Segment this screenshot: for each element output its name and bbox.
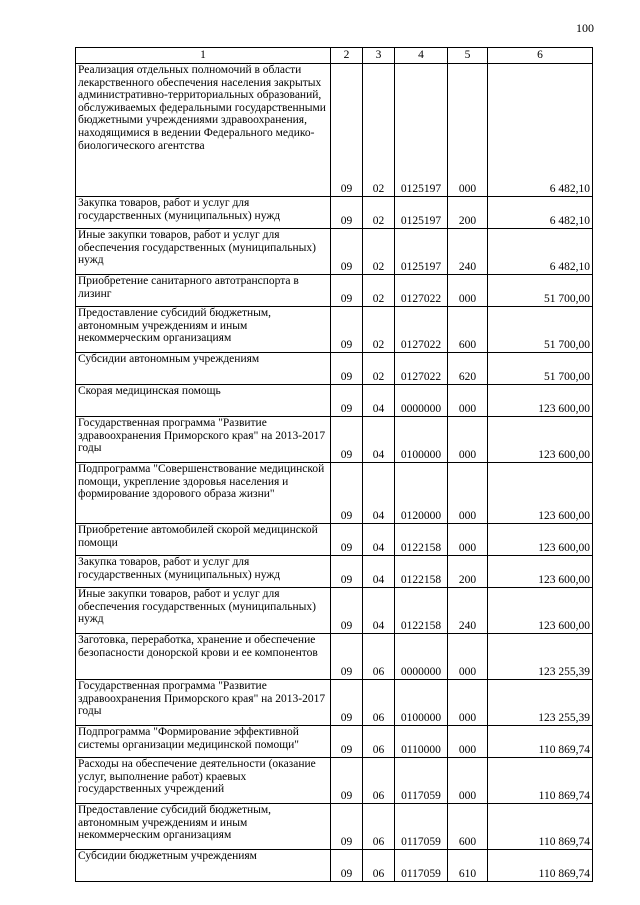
subsection-cell: 04 bbox=[363, 417, 395, 463]
expense-type-cell: 000 bbox=[448, 64, 488, 197]
subsection-cell: 06 bbox=[363, 680, 395, 726]
column-header: 4 bbox=[395, 48, 448, 64]
expense-type-cell: 600 bbox=[448, 804, 488, 850]
row-name-cell: Государственная программа "Развитие здравоохранения Приморского края" на 2013-2017 годы bbox=[76, 680, 331, 726]
target-article-cell: 0100000 bbox=[395, 417, 448, 463]
amount-cell: 123 600,00 bbox=[488, 588, 593, 634]
target-article-cell: 0117059 bbox=[395, 804, 448, 850]
target-article-cell: 0127022 bbox=[395, 275, 448, 307]
section-cell: 09 bbox=[331, 634, 363, 680]
target-article-cell: 0127022 bbox=[395, 307, 448, 353]
row-name-cell: Реализация отдельных полномочий в области лекарственного обеспечения населения закрытых административно-территориальных образований, обслуживаемых федеральными государственными бюджетными учреждениями здравоохранения, находящимися в ведении Федерального медико-биологического агентства bbox=[76, 64, 331, 197]
expense-type-cell: 000 bbox=[448, 463, 488, 524]
target-article-cell: 0125197 bbox=[395, 197, 448, 229]
amount-cell: 6 482,10 bbox=[488, 64, 593, 197]
subsection-cell: 04 bbox=[363, 524, 395, 556]
amount-cell: 6 482,10 bbox=[488, 197, 593, 229]
subsection-cell: 02 bbox=[363, 353, 395, 385]
table-row bbox=[76, 556, 593, 588]
table-row bbox=[76, 588, 593, 634]
expense-type-cell: 200 bbox=[448, 197, 488, 229]
table-row bbox=[76, 634, 593, 680]
subsection-cell: 06 bbox=[363, 726, 395, 758]
section-cell: 09 bbox=[331, 524, 363, 556]
amount-cell: 110 869,74 bbox=[488, 758, 593, 804]
row-name-cell: Расходы на обеспечение деятельности (оказание услуг, выполнение работ) краевых государственных учреждений bbox=[76, 758, 331, 804]
subsection-cell: 02 bbox=[363, 275, 395, 307]
table-row bbox=[76, 64, 593, 197]
row-name-cell: Подпрограмма "Совершенствование медицинской помощи, укрепление здоровья населения и формирование здорового образа жизни" bbox=[76, 463, 331, 524]
expense-type-cell: 000 bbox=[448, 680, 488, 726]
amount-cell: 51 700,00 bbox=[488, 275, 593, 307]
table-row bbox=[76, 353, 593, 385]
budget-table bbox=[75, 47, 593, 882]
amount-cell: 123 255,39 bbox=[488, 634, 593, 680]
section-cell: 09 bbox=[331, 229, 363, 275]
expense-type-cell: 600 bbox=[448, 307, 488, 353]
amount-cell: 123 600,00 bbox=[488, 524, 593, 556]
subsection-cell: 02 bbox=[363, 307, 395, 353]
section-cell: 09 bbox=[331, 804, 363, 850]
target-article-cell: 0127022 bbox=[395, 353, 448, 385]
table-row bbox=[76, 385, 593, 417]
target-article-cell: 0000000 bbox=[395, 634, 448, 680]
amount-cell: 110 869,74 bbox=[488, 726, 593, 758]
section-cell: 09 bbox=[331, 275, 363, 307]
section-cell: 09 bbox=[331, 758, 363, 804]
subsection-cell: 02 bbox=[363, 197, 395, 229]
table-row bbox=[76, 197, 593, 229]
expense-type-cell: 000 bbox=[448, 385, 488, 417]
page-number: 100 bbox=[576, 21, 594, 35]
section-cell: 09 bbox=[331, 417, 363, 463]
section-cell: 09 bbox=[331, 197, 363, 229]
expense-type-cell: 620 bbox=[448, 353, 488, 385]
table-row bbox=[76, 417, 593, 463]
table-row bbox=[76, 229, 593, 275]
section-cell: 09 bbox=[331, 680, 363, 726]
target-article-cell: 0122158 bbox=[395, 556, 448, 588]
subsection-cell: 06 bbox=[363, 758, 395, 804]
row-name-cell: Закупка товаров, работ и услуг для государственных (муниципальных) нужд bbox=[76, 556, 331, 588]
row-name-cell: Субсидии автономным учреждениям bbox=[76, 353, 331, 385]
amount-cell: 123 600,00 bbox=[488, 463, 593, 524]
row-name-cell: Приобретение санитарного автотранспорта в лизинг bbox=[76, 275, 331, 307]
amount-cell: 110 869,74 bbox=[488, 850, 593, 882]
table-row bbox=[76, 758, 593, 804]
subsection-cell: 04 bbox=[363, 588, 395, 634]
expense-type-cell: 000 bbox=[448, 634, 488, 680]
row-name-cell: Скорая медицинская помощь bbox=[76, 385, 331, 417]
target-article-cell: 0125197 bbox=[395, 229, 448, 275]
subsection-cell: 06 bbox=[363, 850, 395, 882]
column-header: 5 bbox=[448, 48, 488, 64]
amount-cell: 110 869,74 bbox=[488, 804, 593, 850]
amount-cell: 6 482,10 bbox=[488, 229, 593, 275]
amount-cell: 123 600,00 bbox=[488, 385, 593, 417]
target-article-cell: 0110000 bbox=[395, 726, 448, 758]
amount-cell: 51 700,00 bbox=[488, 353, 593, 385]
expense-type-cell: 000 bbox=[448, 275, 488, 307]
amount-cell: 51 700,00 bbox=[488, 307, 593, 353]
target-article-cell: 0120000 bbox=[395, 463, 448, 524]
table-row bbox=[76, 275, 593, 307]
section-cell: 09 bbox=[331, 385, 363, 417]
section-cell: 09 bbox=[331, 588, 363, 634]
target-article-cell: 0122158 bbox=[395, 524, 448, 556]
expense-type-cell: 000 bbox=[448, 524, 488, 556]
table-row bbox=[76, 680, 593, 726]
expense-type-cell: 200 bbox=[448, 556, 488, 588]
expense-type-cell: 610 bbox=[448, 850, 488, 882]
row-name-cell: Подпрограмма "Формирование эффективной системы организации медицинской помощи" bbox=[76, 726, 331, 758]
section-cell: 09 bbox=[331, 726, 363, 758]
column-header: 1 bbox=[76, 48, 331, 64]
row-name-cell: Субсидии бюджетным учреждениям bbox=[76, 850, 331, 882]
table-header-row bbox=[76, 48, 593, 64]
row-name-cell: Иные закупки товаров, работ и услуг для обеспечения государственных (муниципальных) нужд bbox=[76, 588, 331, 634]
subsection-cell: 04 bbox=[363, 556, 395, 588]
subsection-cell: 02 bbox=[363, 64, 395, 197]
subsection-cell: 04 bbox=[363, 385, 395, 417]
row-name-cell: Закупка товаров, работ и услуг для государственных (муниципальных) нужд bbox=[76, 197, 331, 229]
target-article-cell: 0125197 bbox=[395, 64, 448, 197]
row-name-cell: Предоставление субсидий бюджетным, автономным учреждениям и иным некоммерческим организациям bbox=[76, 307, 331, 353]
table-row bbox=[76, 726, 593, 758]
table-row bbox=[76, 463, 593, 524]
target-article-cell: 0117059 bbox=[395, 850, 448, 882]
subsection-cell: 06 bbox=[363, 804, 395, 850]
table-row bbox=[76, 804, 593, 850]
section-cell: 09 bbox=[331, 556, 363, 588]
table-row bbox=[76, 307, 593, 353]
row-name-cell: Предоставление субсидий бюджетным, автономным учреждениям и иным некоммерческим организациям bbox=[76, 804, 331, 850]
target-article-cell: 0000000 bbox=[395, 385, 448, 417]
section-cell: 09 bbox=[331, 64, 363, 197]
section-cell: 09 bbox=[331, 353, 363, 385]
subsection-cell: 02 bbox=[363, 229, 395, 275]
target-article-cell: 0100000 bbox=[395, 680, 448, 726]
expense-type-cell: 240 bbox=[448, 588, 488, 634]
row-name-cell: Приобретение автомобилей скорой медицинской помощи bbox=[76, 524, 331, 556]
section-cell: 09 bbox=[331, 850, 363, 882]
expense-type-cell: 000 bbox=[448, 758, 488, 804]
subsection-cell: 04 bbox=[363, 463, 395, 524]
target-article-cell: 0122158 bbox=[395, 588, 448, 634]
row-name-cell: Иные закупки товаров, работ и услуг для обеспечения государственных (муниципальных) нужд bbox=[76, 229, 331, 275]
column-header: 3 bbox=[363, 48, 395, 64]
section-cell: 09 bbox=[331, 463, 363, 524]
section-cell: 09 bbox=[331, 307, 363, 353]
amount-cell: 123 255,39 bbox=[488, 680, 593, 726]
column-header: 6 bbox=[488, 48, 593, 64]
expense-type-cell: 240 bbox=[448, 229, 488, 275]
column-header: 2 bbox=[331, 48, 363, 64]
row-name-cell: Заготовка, переработка, хранение и обеспечение безопасности донорской крови и ее компонентов bbox=[76, 634, 331, 680]
subsection-cell: 06 bbox=[363, 634, 395, 680]
expense-type-cell: 000 bbox=[448, 417, 488, 463]
target-article-cell: 0117059 bbox=[395, 758, 448, 804]
expense-type-cell: 000 bbox=[448, 726, 488, 758]
row-name-cell: Государственная программа "Развитие здравоохранения Приморского края" на 2013-2017 годы bbox=[76, 417, 331, 463]
table-row bbox=[76, 524, 593, 556]
table-row bbox=[76, 850, 593, 882]
amount-cell: 123 600,00 bbox=[488, 417, 593, 463]
amount-cell: 123 600,00 bbox=[488, 556, 593, 588]
